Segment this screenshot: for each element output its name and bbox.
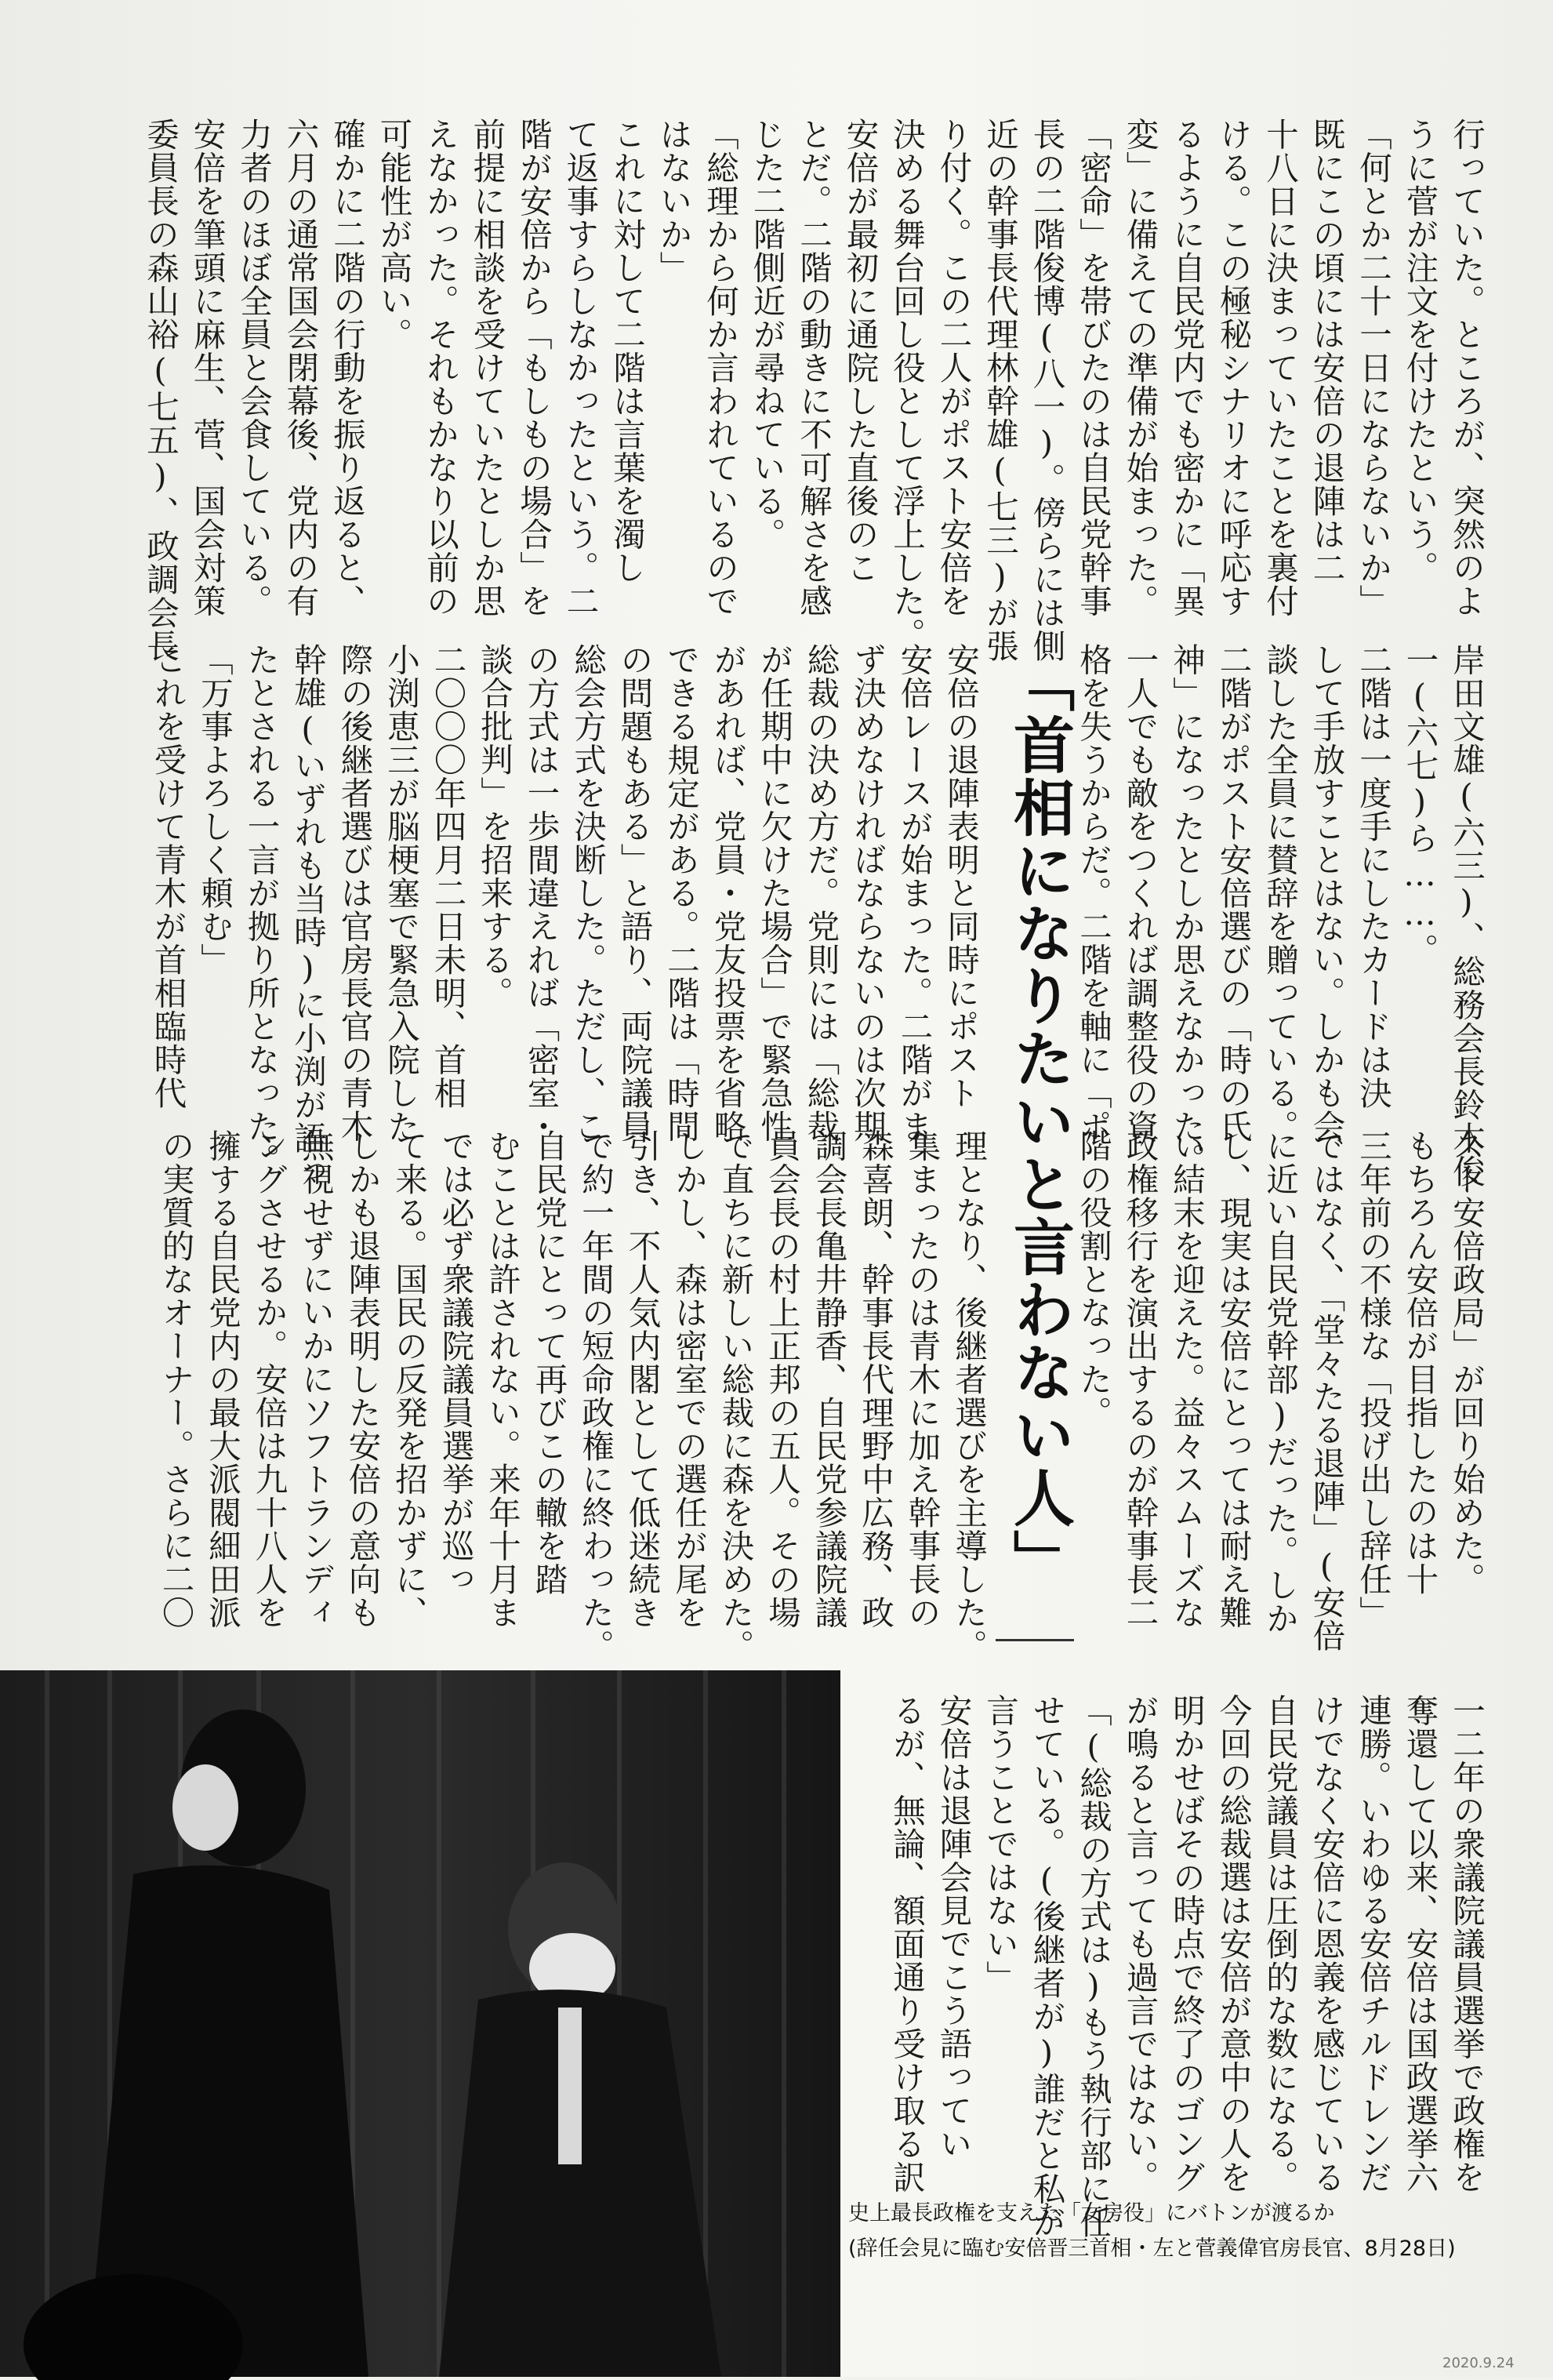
text-column-line: 十八日に決まっていたことを裏付 [1261, 118, 1299, 618]
text-column-line: 安倍レースが始まった。二階がま [894, 643, 934, 1143]
text-column-line: 調会長亀井静香、自民党参議院議 [809, 1129, 848, 1630]
text-column-line: 「総理から何か言われているので [701, 118, 739, 618]
text-column-line: 幹雄(いずれも当時)に小渕が語っ [288, 643, 327, 1188]
article-middle-right-text [1074, 643, 1490, 1188]
text-column-line: り付く。この二人がポスト安倍を [934, 118, 973, 618]
section-headline: 「首相になりたいと言わない人」 [1003, 651, 1074, 1592]
text-column-line: 総裁の決め方だ。党則には「総裁 [801, 643, 840, 1143]
text-column-line: ングさせるか。安倍は九十八人を [249, 1129, 288, 1630]
press-photo [0, 1670, 840, 2377]
text-column-line: 神」になったとしか思えなかった。 [1167, 643, 1206, 1176]
text-column-line: 政権移行を演出するのが幹事長二 [1120, 1129, 1159, 1630]
text-column-line: 談した全員に賛辞を贈っている。 [1261, 643, 1299, 1143]
text-column-line: 談合批判」を招来する。 [475, 643, 513, 1010]
text-column-line: ける。この極秘シナリオに呼応す [1214, 118, 1253, 618]
text-column-line: 階の役割となった。 [1074, 1129, 1112, 1430]
text-column-line: 安倍は退陣会見でこう語ってい [934, 1694, 973, 2160]
text-column-line: 二階は一度手にしたカードは決 [1354, 643, 1392, 1110]
text-column-line: 今回の総裁選は安倍が意中の人を [1214, 1694, 1253, 2194]
text-column-line: 総会方式を決断した。ただし、こ [568, 643, 607, 1143]
text-column-line: 力者のほぼ全員と会食している。 [234, 118, 273, 618]
text-column-line: 「何とか二十一日にならないか」 [1354, 118, 1392, 618]
text-column-line: 言うことではない」 [981, 1694, 1019, 1994]
text-column-line: はないか」 [654, 118, 693, 285]
text-column-line: 安倍を筆頭に麻生、菅、国会対策 [187, 118, 227, 618]
text-column-line: えなかった。それもかなり以前の [421, 118, 459, 618]
text-column-line: しかも退陣表明した安倍の意向も [343, 1129, 382, 1630]
photo-illustration [0, 1670, 840, 2377]
text-column-line: むことは許されない。来年十月ま [483, 1129, 521, 1630]
text-column-line: で約一年間の短命政権に終わった。 [576, 1129, 615, 1662]
text-column-line: できる規定がある。二階は「時間 [662, 643, 700, 1143]
headline-rule [996, 1639, 1074, 1641]
text-column-line: るように自民党内でも密かに「異 [1167, 118, 1206, 618]
footer-date-mark: 2020.9.24 [1442, 2355, 1515, 2371]
text-column-line: 小渕恵三が脳梗塞で緊急入院した [382, 643, 420, 1143]
text-column-line: 岸田文雄(六三)、総務会長鈴木俊 [1447, 643, 1486, 1188]
text-column-line: 二〇〇〇年四月二日未明、首相 [428, 643, 467, 1110]
text-column-line: 近の幹事長代理林幹雄(七三)が張 [981, 118, 1019, 663]
text-column-line: 員会長の村上正邦の五人。その場 [763, 1129, 801, 1630]
text-column-line: 前提に相談を受けていたとしか思 [467, 118, 506, 618]
text-column-line: 集まったのは青木に加え幹事長の [902, 1129, 942, 1630]
text-column-line: 三年前の不様な「投げ出し辞任」 [1354, 1129, 1392, 1630]
text-column-line: これを受けて青木が首相臨時代 [148, 643, 187, 1110]
text-column-line: の実質的なオーナー。さらに二〇 [156, 1129, 195, 1630]
text-column-line: 階が安倍から「もしもの場合」を [514, 118, 553, 618]
text-column-line: 「密命」を帯びたのは自民党幹事 [1074, 118, 1112, 618]
text-column-line: 際の後継者選びは官房長官の青木 [335, 643, 374, 1143]
text-column-line: 変」に備えての準備が始まった。 [1120, 118, 1159, 618]
text-column-line: 擁する自民党内の最大派閥細田派 [203, 1129, 241, 1630]
text-column-line: 一(六七)ら……。 [1400, 643, 1439, 967]
text-column-line: 委員長の森山裕(七五)、政調会長 [141, 118, 180, 663]
text-column-line: 格を失うからだ。二階を軸に「ポ [1074, 643, 1112, 1143]
text-column-line: 引き、不人気内閣として低迷続き [622, 1129, 662, 1630]
text-column-line: ではなく、「堂々たる退陣」(安倍 [1307, 1129, 1346, 1652]
text-column-line: うに菅が注文を付けたという。 [1400, 118, 1439, 584]
text-column-line: 自民党議員は圧倒的な数になる。 [1261, 1694, 1299, 2194]
text-column-line: があれば、党員・党友投票を省略 [708, 643, 747, 1143]
text-column-line: せている。(後継者が)誰だと私が [1027, 1694, 1066, 2239]
text-column-line: の方式は一歩間違えれば「密室・ [521, 643, 561, 1143]
text-column-line: 連勝。いわゆる安倍チルドレンだ [1354, 1694, 1392, 2194]
text-column-line: 奪還して以来、安倍は国政選挙六 [1400, 1694, 1439, 2194]
text-column-line: けでなく安倍に恩義を感じている [1307, 1694, 1346, 2194]
text-column-line: 明かせばその時点で終了のゴング [1167, 1694, 1206, 2194]
text-column-line: では必ず衆議院議員選挙が巡っ [436, 1129, 475, 1596]
text-column-line: 森喜朗、幹事長代理野中広務、政 [856, 1129, 894, 1630]
text-column-line: とだ。二階の動きに不可解さを感 [794, 118, 833, 618]
text-column-line: しかし、森は密室での選任が尾を [669, 1129, 708, 1630]
text-column-line: るが、無論、額面通り受け取る訳 [887, 1694, 926, 2194]
text-column-line: 安倍の退陣表明と同時にポスト [942, 643, 980, 1110]
text-column-line: じた二階側近が尋ねている。 [747, 118, 786, 551]
text-column-line: スト安倍政局」が回り始めた。 [1447, 1129, 1486, 1596]
text-column-line: て返事すらしなかったという。二 [561, 118, 600, 618]
article-upper-text [67, 118, 1490, 663]
text-column-line: 無視せずにいかにソフトランディ [296, 1129, 335, 1630]
caption-detail: (辞任会見に臨む安倍晋三首相・左と菅義偉官房長官、8月28日) [848, 2236, 1456, 2261]
text-column-line: たとされる一言が拠り所となった。 [241, 643, 281, 1176]
text-column-line: 理となり、後継者選びを主導した。 [949, 1129, 988, 1662]
text-column-line: 長の二階俊博(八一)。傍らには側 [1027, 118, 1066, 663]
text-column-line: に近い自民党幹部)だった。しか [1261, 1129, 1299, 1635]
text-column-line: が任期中に欠けた場合」で緊急性 [755, 643, 793, 1143]
caption-title: 史上最長政権を支えた「女房役」にバトンが渡るか [848, 2201, 1335, 2226]
text-column-line: 行っていた。ところが、突然のよ [1447, 118, 1486, 618]
text-column-line: これに対して二階は言葉を濁し [608, 118, 646, 584]
text-column-line: 確かに二階の行動を振り返ると、 [328, 118, 366, 618]
text-column-line: 「(総裁の方式は)もう執行部に任 [1074, 1694, 1112, 2239]
text-column-line: 既にこの頃には安倍の退陣は二 [1307, 118, 1346, 584]
photo-caption [840, 2188, 1553, 2282]
text-column-line: 一二年の衆議院議員選挙で政権を [1447, 1694, 1486, 2194]
text-column-line: ず決めなければならないのは次期 [848, 643, 887, 1143]
text-column-line: もちろん安倍が目指したのは十 [1400, 1129, 1439, 1596]
text-column-line: 決める舞台回し役として浮上した。 [887, 118, 926, 651]
text-column-line: 一人でも敵をつくれば調整役の資 [1120, 643, 1159, 1143]
article-lower-text [67, 1129, 992, 1662]
text-column-line: 「万事よろしく頼む」 [195, 643, 234, 976]
text-column-line: 六月の通常国会閉幕後、党内の有 [281, 118, 320, 618]
text-column-line: 安倍が最初に通院した直後のこ [840, 118, 880, 584]
text-column-line: い結末を迎えた。益々スムーズな [1167, 1129, 1206, 1630]
text-column-line: して手放すことはない。しかも会 [1307, 643, 1346, 1143]
text-column-line: 可能性が高い。 [374, 118, 413, 351]
text-column-line: の問題もある」と語り、両院議員 [615, 643, 654, 1143]
text-column-line: て来る。国民の反発を招かずに、 [390, 1129, 428, 1630]
text-column-line: 自民党にとって再びこの轍を踏 [529, 1129, 568, 1596]
article-lower-right-upper-text [1074, 1129, 1490, 1652]
article-middle-left-text [67, 643, 984, 1188]
text-column-line: 二階がポスト安倍選びの「時の氏 [1214, 643, 1253, 1143]
text-column-line: が鳴ると言っても過言ではない。 [1120, 1694, 1159, 2194]
text-column-line: で直ちに新しい総裁に森を決めた。 [716, 1129, 755, 1662]
text-column-line: し、現実は安倍にとっては耐え難 [1214, 1129, 1253, 1630]
